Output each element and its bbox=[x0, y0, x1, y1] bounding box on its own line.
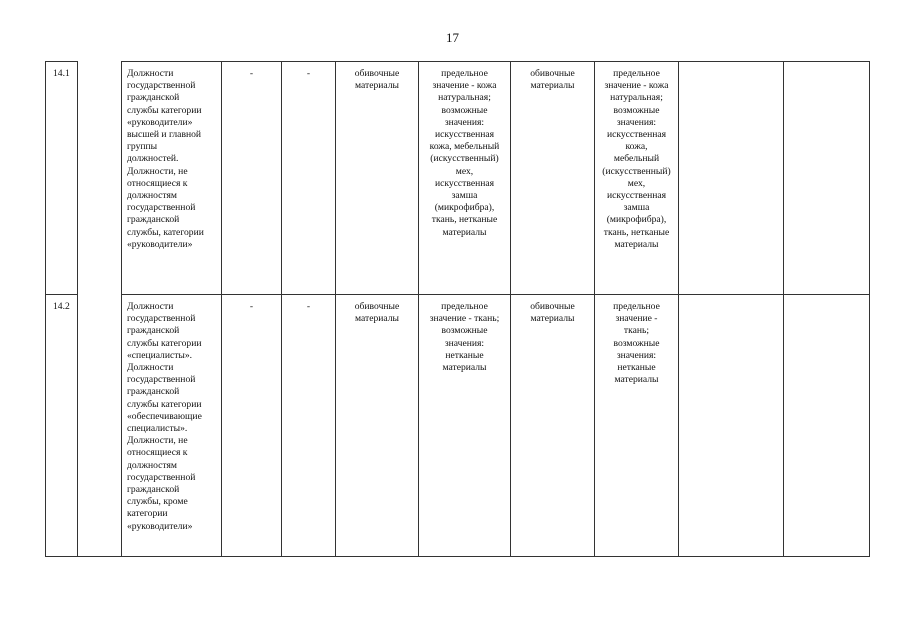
table-row bbox=[46, 295, 870, 557]
position-category-cell: Должности государственной гражданской службы категории «руководители» высшей и главной группы должностей. Должности, не относящиеся к должностям государственной гражданской службы, категории «руководители» bbox=[122, 62, 222, 295]
characteristic-value-cell: предельное значение - кожа натуральная; возможные значения: искусственная кожа, мебельный (искусственный) мех, искусственная замша (микрофибра), ткань, нетканые материалы bbox=[419, 62, 511, 295]
limit-value-cell: - bbox=[282, 62, 336, 295]
empty-cell bbox=[679, 62, 784, 295]
characteristic-value-cell: предельное значение - ткань; возможные значения: нетканые материалы bbox=[595, 295, 679, 557]
empty-cell bbox=[784, 295, 870, 557]
empty-cell bbox=[679, 295, 784, 557]
characteristic-value-cell: предельное значение - кожа натуральная; возможные значения: искусственная кожа, мебельный (искусственный) мех, искусственная замша (микрофибра), ткань, нетканые материалы bbox=[595, 62, 679, 295]
characteristic-cell: обивочные материалы bbox=[336, 62, 419, 295]
table-row bbox=[46, 62, 870, 295]
requirements-table bbox=[45, 61, 870, 557]
characteristic-value-cell: предельное значение - ткань; возможные значения: нетканые материалы bbox=[419, 295, 511, 557]
row-number: 14.2 bbox=[46, 295, 78, 557]
empty-cell bbox=[78, 295, 122, 557]
limit-value-cell: - bbox=[222, 295, 282, 557]
page-number: 17 bbox=[446, 30, 459, 45]
characteristic-cell: обивочные материалы bbox=[336, 295, 419, 557]
position-category-cell: Должности государственной гражданской службы категории «специалисты». Должности государственной гражданской службы категории «обеспечивающие специалисты». Должности, не относящиеся к должностям государственной гражданской службы, кроме категории «руководители» bbox=[122, 295, 222, 557]
characteristic-cell: обивочные материалы bbox=[511, 62, 595, 295]
empty-cell bbox=[78, 62, 122, 295]
limit-value-cell: - bbox=[282, 295, 336, 557]
row-number: 14.1 bbox=[46, 62, 78, 295]
empty-cell bbox=[784, 62, 870, 295]
limit-value-cell: - bbox=[222, 62, 282, 295]
characteristic-cell: обивочные материалы bbox=[511, 295, 595, 557]
